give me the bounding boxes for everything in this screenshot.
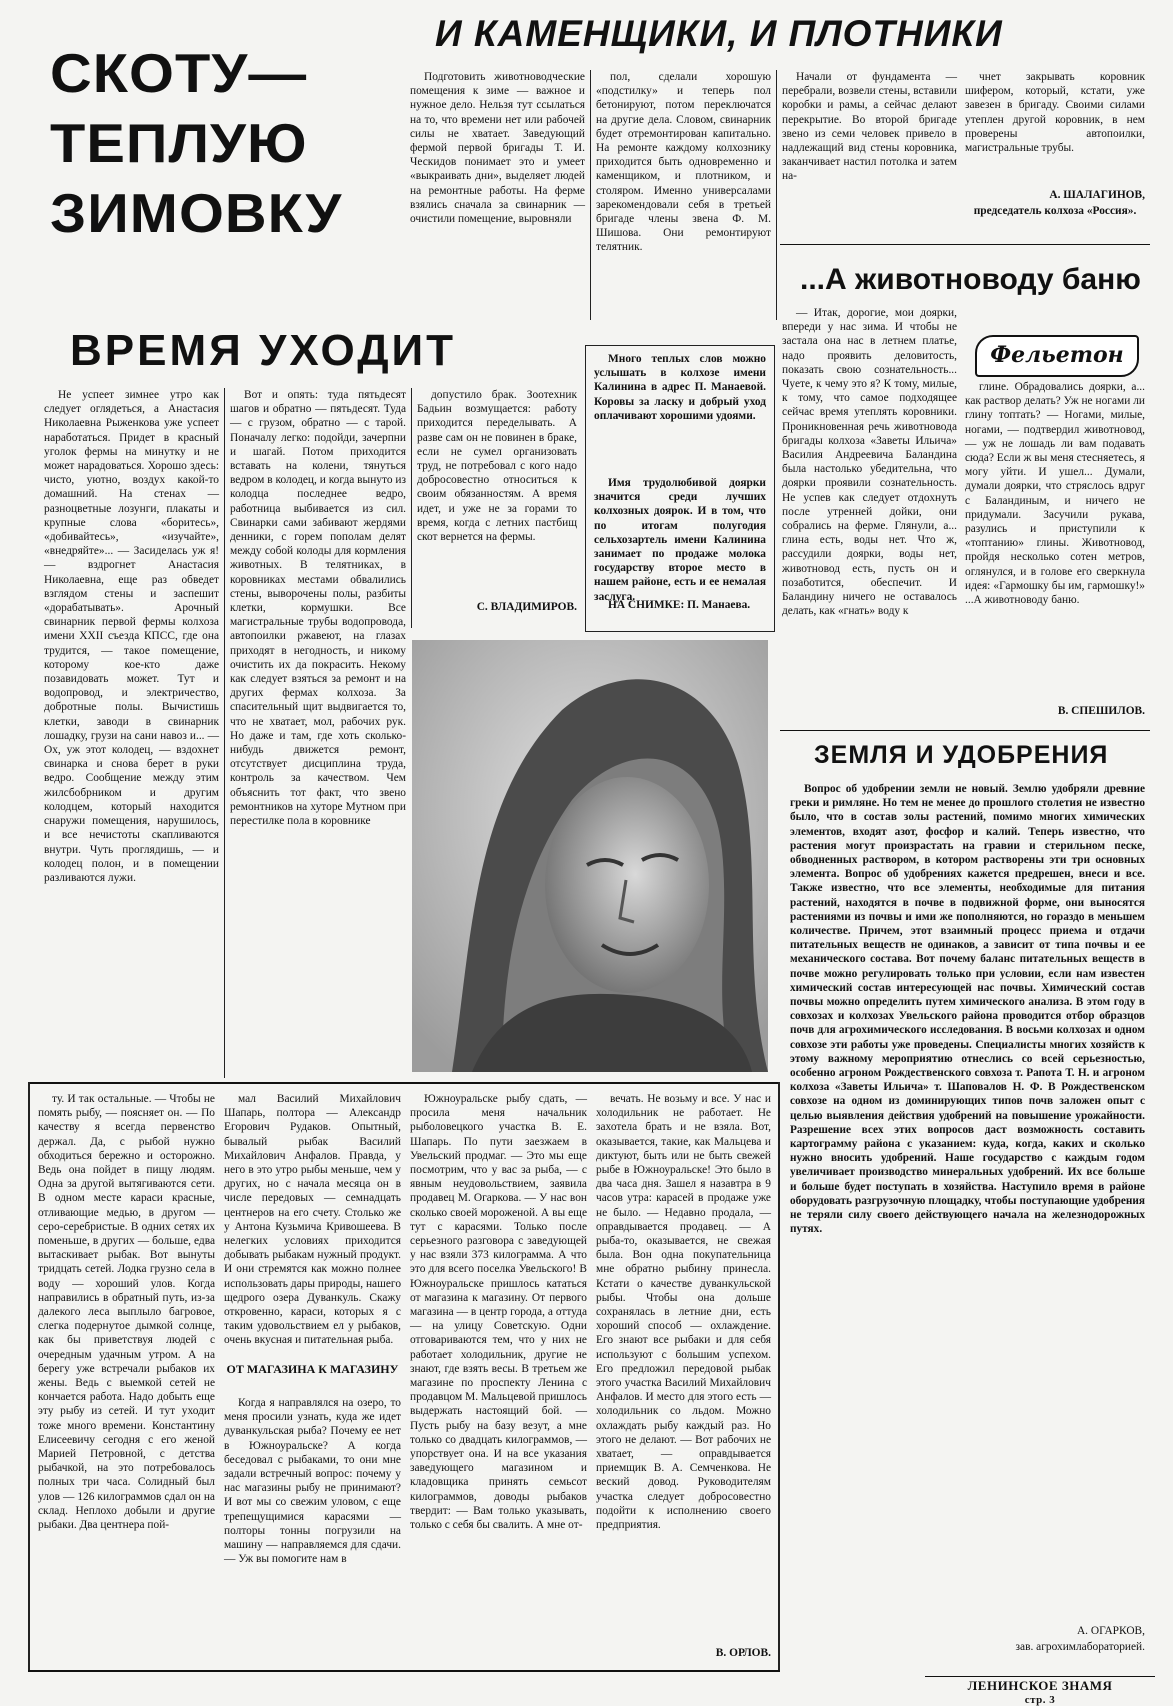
article-ryba-col2a-text: мал Василий Михайлович Шапарь, полтора — Александр Егорович Рудаков. Опытный, бывалый рыбак Василий Михайлович Анфалов. Правда, у него в это утро рыбы меньше, чем у других, но с начала месяца он в числе передовых — семнадцать центнеров на его счету. Столько же у Антона Кузьмича Кривошеева. В нелегких условиях приходится добывать рыбакам нужный продукт. И они стремятся как можно полнее использовать дары природы, нашего щедрого озера Дуванкуль. Скажу откровенно, караси, которых я с таким удовольствием ел у рыбаков, очень вкусная и питательная рыба. (224, 1093, 402, 1347)
headline-kamenschiki: И КАМЕНЩИКИ, И ПЛОТНИКИ (435, 13, 1003, 54)
article-ryba-col4 (596, 1092, 771, 1640)
subheading-magazin: ОТ МАГАЗИНА К МАГАЗИНУ (226, 1362, 399, 1376)
masthead (925, 1678, 1155, 1706)
article-kamen-signature-role: председатель колхоза «Россия». (973, 205, 1137, 217)
article-vremya-signature: С. ВЛАДИМИРОВ. (476, 601, 577, 613)
article-ryba-col1 (38, 1092, 215, 1664)
headline-skotu-line3: ЗИМОВКУ (50, 182, 343, 244)
article-ryba-col3 (410, 1092, 587, 1664)
article-kamen-signature: А. ШАЛАГИНОВ, (1049, 189, 1145, 201)
masthead-rule (925, 1676, 1155, 1677)
article-ryba-col2a (224, 1092, 401, 1352)
article-banyu-col2 (965, 380, 1145, 702)
article-zemlya-signature-role: зав. агрохимлабораторией. (1015, 1641, 1145, 1653)
article-ryba-col1-text: ту. И так остальные. — Чтобы не помять рыбу, — поясняет он. — По качеству я всегда первенство держал. Да, с рыбой нужно обходиться бережно и осторожно. Ведь она пойдет в пищу людям. Одна за другой вытягиваются сети. В одном месте караси красные, отливающие медью, в другом — серо-серебристые. В одних сетях их поменьше, в других — больше, едва вытаскивает рыбак. Вот вынуты тридцать сетей. Лодка грузно села в воду — хороший улов. Когда направились в обратный путь, из-за далекого леса выплыло багровое, слегка подернутое дымкой солнце, как бы приветствуя людей с очередным удачным утром. А на берегу уже встречали рыбаков их жены. Ведь с выемкой сетей не кончается работа. Надо добыть еще эту рыбу из сетей. И тут уходит тоже много времени. Константину Елисеевичу сегодня с его женой Марией Петровной, с детства рыбачкой, на это потребовалось полных три часа. Солидный был улов — 126 килограммов сдал он на склад. Неплохо добыли и другие рыбаки. Два центнера пой- (38, 1093, 215, 1532)
portrait-photo-image (412, 640, 768, 1072)
article-zemlya-text-p: Вопрос об удобрении земли не новый. Землю удобряли древние греки и римляне. Но тем не менее до прошлого столетия не известно было, что в состав золы растений, помимо многих химических элементов, входят азот, фосфор и калий. Теперь известно, что растения могут произрастать на гравии и стерильном песке, обводненных раствором, в котором растворены эти три основных элемента. Вопрос об удобрениях кажется предрешен, внеси и все. Также известно, что все элементы, необходимые для питания растений, находятся в почве в подвижной форме, они выносятся растениями из почвы и ими же пополняются, но гораздо в меньшем количестве. Причем, этот взаимный процесс приема и отдачи питательных веществ не одинаков, а зависит от типа почвы и ее механического состава. Вот почему баланс питательных веществ в почве можно регулировать только при условии, если нам известен химический состав интересующей нас почвы. Химический состав почвы можно определить путем химического анализа. В этом году в совхозах и колхозах Увельского района проводится отбор образцов почв для агрохимического исследования. В восьми колхозах и одном совхозе эти работы уже проведены. Специалисты многих хозяйств к этому важному мероприятию отнеслись со всей серьезностью, особенно агроном Рождественского совхоза т. Рапота Т. Н. и агроном колхоза «Заветы Ильича» т. Шаповалов Н. Ф. В Рождественском совхозе на одном из доминирующих типов почв заложен опыт с целью выявления действия удобрений на повышение урожайности. Разрешение всех этих вопросов даст возможность составить картограмму района с указанием: куда, когда, каких и сколько нужно вносить удобрений. Наше государство с каждым годом увеличивает производство минеральных удобрений. Их все больше и больше будет поступать в хозяйства. Наступило время в районе оборудовать разгрузочную площадку, чтобы поступающие удобрения не теряли силу своего действующего начала на железнодорожных путях. (790, 783, 1145, 1236)
note-manaeva-text1 (594, 352, 766, 472)
headline-banyu: ...А животноводу баню (800, 263, 1141, 296)
headline-skotu (50, 38, 386, 248)
note-manaeva-text2-p: Имя трудолюбивой доярки значится среди лучших колхозных доярок. И в том, что по итогам полугодия сельхозартель имени Калинина занимает по продаже молока государству второе место в нашем районе, есть и ее немалая заслуга. (594, 477, 766, 603)
photo-caption-text: НА СНИМКЕ: П. Манаева. (608, 599, 751, 611)
article-ryba-col4-text: вечать. Не возьму и все. У нас и холодильник не работает. Не захотела брать и не взяла. Вот, оказывается, такие, как Мальцева и диктуют, быть или не быть свежей рыбе в Южноуральске! Это было в два часа дня. Зашел я назавтра в 9 часов утра: карасей в продаже уже не было. — Недавно продала, — оправдывается продавец. — А рыба-то, оказывается, не свежая была. Вон одна покупательница мне обратно рыбину принесла. Кстати о качестве дуванкульской рыбы. Чтобы она дольше сохранялась в летние дни, есть хороший способ — охлаждение. Его знают все рыбаки и для себя используют с большим успехом. Его предложил передовой рыбак этого участка Василий Михайлович Анфалов. И место для этого есть — холодильник со льдом. Можно охлаждать рыбу каждый раз. Но этого не делают. — Вот рабочих не хватает, — оправдывается приемщик В. А. Семченкова. Не веский довод. Руководителям участка следует добросовестно подойти к исполнению своего предприятия. (596, 1093, 771, 1532)
portrait-photo (412, 640, 768, 1072)
article-kamen-col1-text: Подготовить животноводческие помещения к зиме — важное и нужное дело. Нельзя тут ссылаться на то, что времени нет или рабочей силы не хватает. Заведующий фермой первой бригады Т. И. Ческидов понимает это и умеет «выкраивать дни», выделяет людей на ремонтные работы. На ферме взялись сначала за свинарник —очистили помещение, выровняли (410, 71, 585, 226)
box-border-bottom (28, 1670, 780, 1672)
article-vremya-col3 (417, 388, 577, 598)
article-vremya-col2 (230, 388, 406, 1078)
section-divider (28, 1082, 778, 1084)
photo-caption (594, 598, 766, 628)
note-manaeva-box (585, 345, 775, 632)
article-kamen-col3 (782, 70, 957, 235)
box-border-right (778, 1082, 780, 1672)
masthead-paper-name: ЛЕНИНСКОЕ ЗНАМЯ (967, 1678, 1113, 1693)
column-divider (776, 70, 777, 320)
column-divider (411, 388, 412, 628)
section-divider (780, 244, 1150, 245)
masthead-page-number: стр. 3 (1024, 1694, 1056, 1706)
column-divider (590, 70, 591, 320)
article-ryba-col2b (224, 1396, 401, 1664)
article-vremya-col2-text: Вот и опять: туда пятьдесят шагов и обратно — пятьдесят. Туда — с грузом, обратно — с тарой. Поначалу легко: подойди, зачерпни и шагай. Потом приходится вставать на колени, тянуться ведром в колодец, и когда вынуто из колодца последнее ведро, работница выбивается из сил. Свинарки сами забивают жердями денники, с горем пополам делят между собой колоды для кормления животных. В телятниках, в коровниках местами обвалились стены, выворочены полы, разбиты клетки, кормушки. Все магистральные трубы водопровода, автопоилки ржавеют, на глазах приходят в негодность, и никому очистить их да покрасить. Некому как следует взяться за ремонт и на других фермах колхоза. За спасительный щит выдвигается то, что не хватает, мол, рабочих рук. Но даже и там, где хоть сколько-нибудь движется ремонт, отсутствует дисциплина труда, контроль за качеством. Чем объяснить тот факт, что звено ремонтников на хуторе Мутном при перестилке пола в коровнике (230, 389, 406, 828)
article-banyu-col2-text: глине. Обрадовались доярки, а... как раствор делать? Уж не ногами ли глину топтать? — Ногами, милые, ногами, — подтвердил животновод, — уж не лошадь ли вам подавать сюда? Если ж вы меня стесняетесь, я могу уйти. И ушел... Думали, думали доярки, что стряслось вдруг с Баландиным, и ничего не придумали. Засучили рукава, разулись и приступили к «топтанию» глины. Животновод, пройдя несколько сотен метров, оглянулся, и в голове его сверкнула идея: «Гармошку бы им, гармошку!» ...А животноводу баню. (965, 381, 1145, 607)
article-ryba-col3-text: Южноуральске рыбу сдать, — просила меня начальник рыболовецкого участка В. Е. Шапарь. По пути заезжаем в Увельский продмаг. — Это мы еще посмотрим, что у вас за рыба, — с явным неудовольствием, заявила продавец М. Огаркова. — У нас вон сколько своей мороженой. А вы еще тут с карасями. Только после серьезного разговора с заведующей у нас взяли 373 килограмма. А что это для всего поселка Увельского! В Южноуральске пришлось кататься от магазина к магазину. От первого магазина — в центр города, а оттуда — на улицу Советскую. Одни отговариваются тем, что у них не работает холодильник, другие не знают, где взять весы. В третьем же магазине по проспекту Ленина с продавцом М. Мальцевой пришлось выдержать настоящий бой. — Пусть рыбу на базу везут, а мне только со двадцать килограммов, — упорствует она. И на все указания заведующего магазином и кладовщика принять семьсот килограммов, доводы рыбаков твердит: — Вам только указывать, только с себя бы свалить. А мне от- (410, 1093, 587, 1532)
article-vremya-col1-text: Не успеет зимнее утро как следует оглядеться, а Анастасия Николаевна Рыженкова уже успеет наработаться. Придет в красный уголок фермы на минутку и не может нарадоваться. Хорошо здесь: чисто, уютно, воздух какой-то домашний. На стенах — разноцветные лозунги, плакаты и крупные слова «боритесь», «добивайтесь», «изучайте», «внедряйте»... — Засиделась уж я! — вздрогнет Анастасия Николаевна, еще раз обведет взглядом стены и заспешит «дорабатывать». Арочный свинарник первой фермы колхоза имени XXII съезда КПСС, где она трудится, — такое помещение, которому кое-кто даже позавидовать может. Тут и водопровод, и электричество, добротные полы. Вычистишь клетки, заводи в свинарник лошадку, грузи на сани навоз и... — Ох, уж этот колодец, — вздохнет свинарка и снова берет в руки ведро. Сообщение между этим жилсбобрником и другим колодцем, который находится снаружи помещения, нарушилось, и все нечистоты скапливаются внутри. Чуть проглядишь, — и колодец полон, и в помещении разливаются лужи. (44, 389, 219, 884)
headline-vremya: ВРЕМЯ УХОДИТ (70, 326, 457, 375)
article-ryba-signature: В. ОРЛОВ. (715, 1647, 771, 1659)
section-divider (780, 730, 1150, 731)
note-manaeva-text1-p: Много теплых слов можно услышать в колхозе имени Калинина в адрес П. Манаевой. Коровы за ласку и добрый уход оплачивают хорошими удоями. (594, 353, 766, 422)
article-ryba-col2b-text: Когда я направлялся на озеро, то меня просили узнать, куда же идет дуванкульская рыба? Почему ее нет в Южноуральске? А когда беседовал с рыбаками, то они мне задали встречный вопрос: почему у нас магазины рыбу не принимают? И вот мы со свежим уловом, с еще трепещущимися карасями — полторы тонны погрузили на машину — направляемся для сдачи. — Уж вы помогите нам в (224, 1397, 401, 1566)
article-kamen-col2-text: пол, сделали хорошую «подстилку» и теперь пол бетонируют, потом переключатся на другие дела. Словом, свинарник будет отремонтирован капитально. На ремонте каждому колхознику приходится быть одновременно и каменщиком, и плотником, и столяром. Именно универсалами зарекомендовали себя в третьей бригаде члены звена Ф. М. Шишова. Они ремонтируют телятник. (596, 71, 771, 254)
article-kamen-col3-text: Начали от фундамента — перебрали, возвели стены, вставили коробки и рамы, а сейчас делают перекрытие. Во второй бригаде звено из семи человек привело в надлежащий вид стены коровника, заканчивает настил потолка и затем на- (782, 71, 957, 183)
feuilleton-badge: Фельетон (975, 335, 1139, 377)
article-kamen-col2 (596, 70, 771, 330)
article-kamen-col4-text: чнет закрывать коровник шифером, который, кстати, уже завезен в бригаду. Своими силами утеплен другой коровник, в нем проверены автопоилки, магистральные трубы. (965, 71, 1145, 155)
box-border-left (28, 1082, 30, 1672)
headline-zemlya: ЗЕМЛЯ И УДОБРЕНИЯ (814, 741, 1109, 769)
article-banyu-signature: В. СПЕШИЛОВ. (1057, 705, 1145, 717)
article-banyu-col1 (782, 306, 957, 726)
column-divider (224, 388, 225, 1078)
article-vremya-col1 (44, 388, 219, 1078)
article-zemlya-signature: А. ОГАРКОВ, (1076, 1625, 1145, 1637)
headline-skotu-line2: ТЕПЛУЮ (50, 112, 308, 174)
article-kamen-col1 (410, 70, 585, 330)
article-banyu-col1-text: — Итак, дорогие, мои доярки, впереди у нас зима. И чтобы не застала она нас в летнем платье, надо проявить деловитость, показать свою сознательность... Чуете, к чему это я? К тому, милые, к тому, что самое подходящее сейчас время утеплять коровники. Проникновенная речь животновода бригады колхоза «Заветы Ильича» Василия Андреевича Баландина была настолько убедительна, что доярки проявили сознательность. Не успев как следует отдохнуть после утренней дойки, они собрались на ферме. Глянули, а... глина есть, воды нет. Что ж, рассудили доярки, воды нет, животновод есть, пусть он и позаботится, обеспечит. И Баландину ничего не оставалось делать, как «гнать» воду к (782, 307, 957, 618)
headline-skotu-line1: СКОТУ— (50, 42, 308, 104)
article-zemlya-text (790, 782, 1145, 1622)
article-vremya-col3-text: допустило брак. Зоотехник Бадьин возмущается: работу приходится переделывать. А разве сам он не повинен в браке, если не сумел организовать труд, не потребовал с кого надо добросовестно относиться к своим обязанностям. А время идет, и уже не за горами то время, когда с летних пастбищ скот вернется на фермы. (417, 389, 577, 544)
article-kamen-col4 (965, 70, 1145, 180)
note-manaeva-text2 (594, 476, 766, 603)
